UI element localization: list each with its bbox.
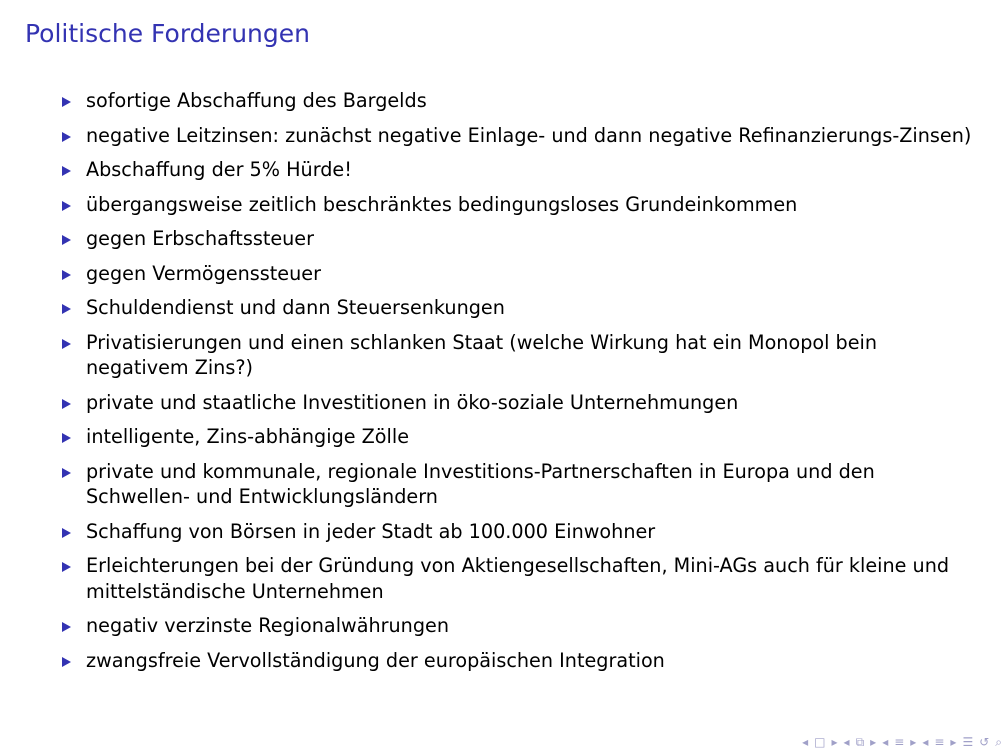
nav-next-subsection-icon[interactable]: ▸ [910,735,917,749]
list-item [62,157,982,183]
list-item [62,123,982,149]
list-item [62,424,982,450]
nav-next-frame-icon[interactable]: ▸ [870,735,877,749]
list-item-text: Erleichterungen bei der Gründung von Aktiengesellschaften, Mini-AGs auch für kleine und mittelständische Unternehmen [86,554,950,603]
triangle-bullet-icon [62,97,71,107]
triangle-bullet-icon [62,270,71,280]
beamer-navigation-bar [802,736,1002,748]
list-item [62,390,982,416]
list-item [62,295,982,321]
triangle-bullet-icon [62,132,71,142]
triangle-bullet-icon [62,166,71,176]
triangle-bullet-icon [62,201,71,211]
nav-search-icon[interactable]: ⌕ [995,735,1002,749]
triangle-bullet-icon [62,399,71,409]
triangle-bullet-icon [62,622,71,632]
triangle-bullet-icon [62,562,71,572]
nav-next-section-icon[interactable]: ▸ [950,735,957,749]
list-item [62,88,982,114]
list-item [62,261,982,287]
list-item-text: sofortige Abschaffung des Bargelds [86,89,427,112]
triangle-bullet-icon [62,304,71,314]
list-item-text: gegen Erbschaftssteuer [86,227,315,250]
list-item-text: Schuldendienst und dann Steuersenkungen [86,296,505,319]
nav-back-icon[interactable]: ↺ [979,735,990,749]
list-item-text: Schaffung von Börsen in jeder Stadt ab 100.000 Einwohner [86,519,656,543]
list-item [62,192,982,218]
list-item-text: private und staatliche Investitionen in öko-soziale Unternehmungen [86,390,739,414]
list-item-text: Abschaffung der 5% Hürde! [86,158,352,181]
nav-section-icon[interactable]: ≡ [934,735,945,749]
nav-frame-icon[interactable]: ⧉ [855,735,865,749]
nav-slide-icon[interactable]: □ [814,735,826,749]
nav-prev-frame-icon[interactable]: ◂ [843,735,850,749]
nav-document-icon[interactable]: ☰ [962,735,974,749]
triangle-bullet-icon [62,657,71,667]
list-item [62,459,982,510]
list-item [62,613,982,639]
triangle-bullet-icon [62,339,71,349]
nav-subsection-icon[interactable]: ≡ [894,735,905,749]
nav-prev-section-icon[interactable]: ◂ [922,735,929,749]
list-item-text: gegen Vermögenssteuer [86,261,321,285]
triangle-bullet-icon [62,433,71,443]
list-item-text: Privatisierungen und einen schlanken Staat (welche Wirkung hat ein Monopol bein negativem Zins?) [86,330,878,379]
slide-title: Politische Forderungen [25,19,310,48]
nav-prev-slide-icon[interactable]: ◂ [802,735,809,749]
triangle-bullet-icon [62,235,71,245]
list-item [62,553,982,604]
triangle-bullet-icon [62,468,71,478]
nav-prev-subsection-icon[interactable]: ◂ [882,735,889,749]
triangle-bullet-icon [62,528,71,538]
list-item [62,648,982,674]
list-item-text: übergangsweise zeitlich beschränktes bedingungsloses Grundeinkommen [86,192,798,216]
bullet-list [62,88,982,682]
list-item [62,330,982,381]
list-item [62,519,982,545]
list-item-text: zwangsfreie Vervollständigung der europäischen Integration [86,648,665,672]
list-item-text: negativ verzinste Regionalwährungen [86,614,449,637]
list-item [62,226,982,252]
nav-next-slide-icon[interactable]: ▸ [831,735,838,749]
list-item-text: private und kommunale, regionale Investitions-Partnerschaften in Europa und den Schwellen- und Entwicklungsländern [86,459,875,508]
list-item-text: negative Leitzinsen: zunächst negative Einlage- und dann negative Refinanzierungs-Zinsen) [86,123,972,147]
list-item-text: intelligente, Zins-abhängige Zölle [86,425,410,448]
